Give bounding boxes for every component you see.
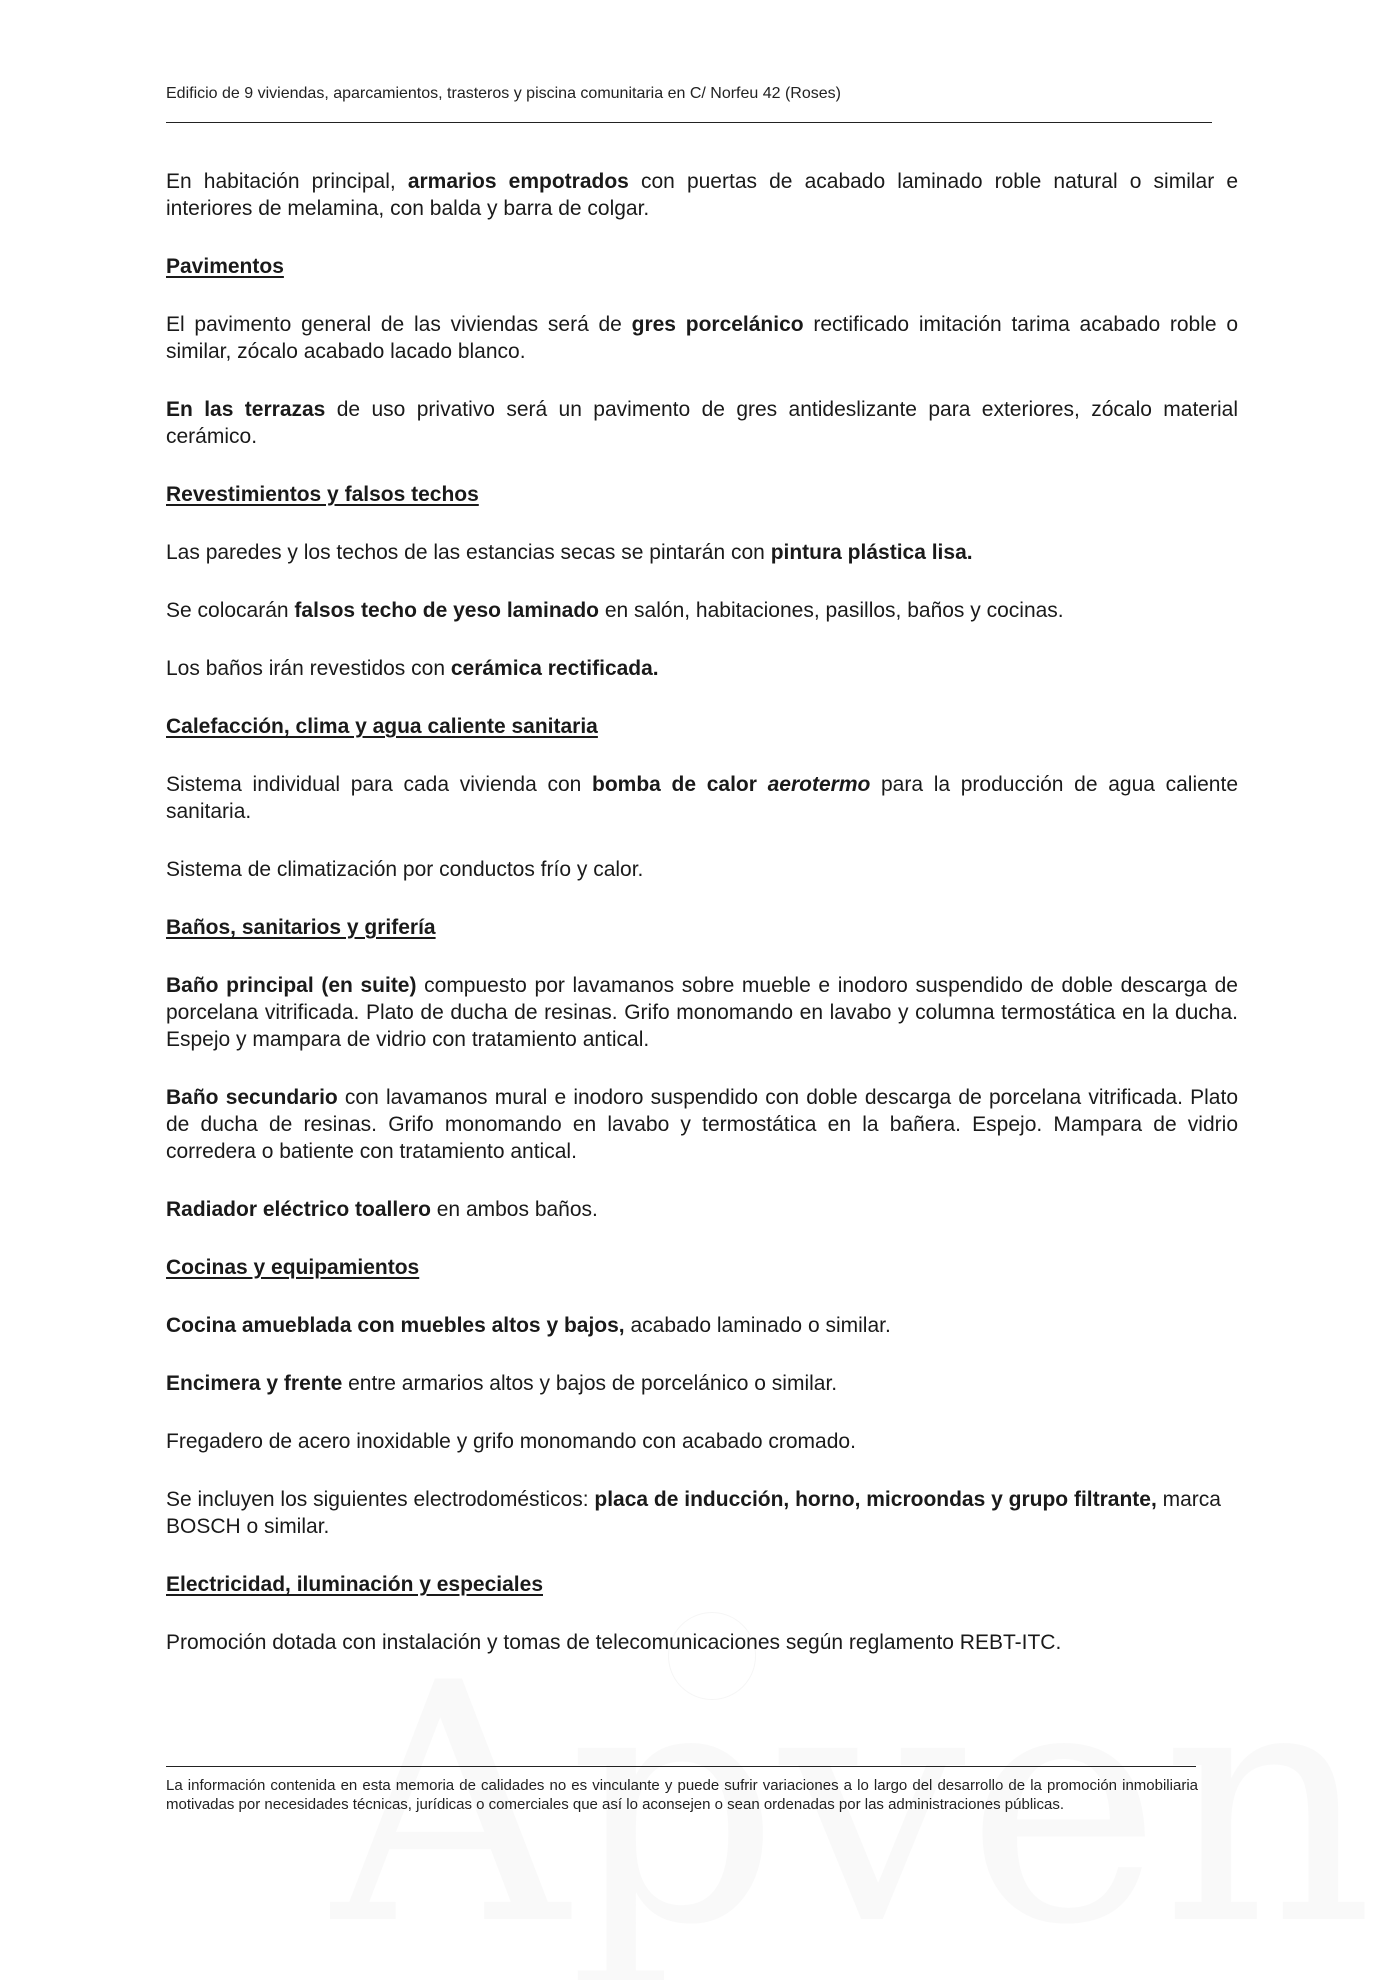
bold-run: Encimera y frente <box>166 1372 343 1395</box>
text-run: Se incluyen los siguientes electrodomésticos: <box>166 1488 595 1511</box>
body-paragraph <box>166 1196 1238 1223</box>
text-run: para la producción de agua caliente sanitaria. <box>166 773 1238 823</box>
body-paragraph <box>166 655 1238 682</box>
bold-run: Baño principal (en suite) <box>166 974 417 997</box>
text-run: Promoción dotada con instalación y tomas de telecomunicaciones según reglamento REBT-ITC. <box>166 1631 1062 1654</box>
bold-run: placa de inducción, horno, microondas y grupo filtrante, <box>594 1488 1157 1511</box>
body-paragraph <box>166 1486 1238 1540</box>
header-title: Edificio de 9 viviendas, aparcamientos, trasteros y piscina comunitaria en C/ Norfeu 42 (Roses) <box>166 85 841 102</box>
text-run: de uso privativo será un pavimento de gres antideslizante para exteriores, zócalo material cerámico. <box>166 398 1238 448</box>
body-paragraph <box>166 1428 1238 1455</box>
footer-divider <box>166 1766 1196 1767</box>
text-run: En habitación principal, <box>166 170 408 193</box>
text-run: compuesto por lavamanos sobre mueble e inodoro suspendido de doble descarga de porcelana vitrificada. Plato de ducha de resinas. Grifo monomando en lavabo y columna termostática en la ducha. Espejo y mampara de vidrio con tratamiento antical. <box>166 974 1238 1051</box>
bold-run: bomba de calor <box>592 773 768 796</box>
body-paragraph <box>166 597 1238 624</box>
body-paragraph <box>166 396 1238 450</box>
section-heading: Calefacción, clima y agua caliente sanitaria <box>166 715 598 738</box>
text-run: Sistema de climatización por conductos frío y calor. <box>166 858 644 881</box>
body-paragraph <box>166 1312 1238 1339</box>
bold-run: gres porcelánico <box>631 313 804 336</box>
text-run: en ambos baños. <box>430 1198 598 1221</box>
text-run: con puertas de acabado laminado roble natural o similar e interiores de melamina, con balda y barra de colgar. <box>166 170 1238 220</box>
section-heading: Revestimientos y falsos techos <box>166 483 479 506</box>
text-run: rectificado imitación tarima acabado roble o similar, zócalo acabado lacado blanco. <box>166 313 1239 363</box>
section-heading: Baños, sanitarios y grifería <box>166 916 436 939</box>
text-run: en salón, habitaciones, pasillos, baños y cocinas. <box>599 599 1064 622</box>
bold-run: En las terrazas <box>166 398 326 421</box>
text-run: acabado laminado o similar. <box>624 1314 891 1337</box>
body-paragraph <box>166 1629 1238 1656</box>
text-run: con lavamanos mural e inodoro suspendido con doble descarga de porcelana vitrificada. Plato de ducha de resinas. Grifo monomando en lavabo y termostática en la bañera. Espejo. Mampara de vidrio corredera o batiente con tratamiento antical. <box>166 1086 1238 1163</box>
bold-run: armarios empotrados <box>407 170 629 193</box>
emphasis-text: aerotermo <box>767 773 871 796</box>
text-run: Sistema individual para cada vivienda con <box>166 773 593 796</box>
document-body <box>166 168 1238 1687</box>
bold-run: falsos techo de yeso laminado <box>294 599 600 622</box>
header-divider <box>166 122 1212 123</box>
document-header <box>166 84 1212 104</box>
bold-run: Baño secundario <box>166 1086 338 1109</box>
bold-italic-run <box>768 773 871 796</box>
text-run: Las paredes y los techos de las estancias secas se pintarán con <box>166 541 771 564</box>
body-paragraph <box>166 771 1238 825</box>
section-heading: Cocinas y equipamientos <box>166 1256 420 1279</box>
section-heading: Electricidad, iluminación y especiales <box>166 1573 543 1596</box>
bold-run: pintura plástica lisa. <box>770 541 973 564</box>
text-run: Se colocarán <box>166 599 295 622</box>
text-run: Los baños irán revestidos con <box>166 657 451 680</box>
text-run: entre armarios altos y bajos de porcelánico o similar. <box>342 1372 838 1395</box>
text-run: El pavimento general de las viviendas será de <box>166 313 632 336</box>
text-run: marca BOSCH o similar. <box>166 1488 1221 1538</box>
footer-disclaimer: La información contenida en esta memoria de calidades no es vinculante y puede sufrir variaciones a lo largo del desarrollo de la promoción inmobiliaria motivadas por necesidades técnicas, jurídicas o comerciales que así lo aconsejen o sean ordenadas por las administraciones públicas. <box>166 1777 1198 1813</box>
body-paragraph <box>166 168 1238 222</box>
bold-run: Radiador eléctrico toallero <box>166 1198 431 1221</box>
body-paragraph <box>166 856 1238 883</box>
text-run: Fregadero de acero inoxidable y grifo monomando con acabado cromado. <box>166 1430 856 1453</box>
body-paragraph <box>166 1084 1238 1165</box>
bold-run: Cocina amueblada con muebles altos y bajos, <box>166 1314 625 1337</box>
body-paragraph <box>166 972 1238 1053</box>
body-paragraph <box>166 1370 1238 1397</box>
body-paragraph <box>166 539 1238 566</box>
body-paragraph <box>166 311 1238 365</box>
bold-run: cerámica rectificada. <box>450 657 659 680</box>
section-heading: Pavimentos <box>166 255 284 278</box>
